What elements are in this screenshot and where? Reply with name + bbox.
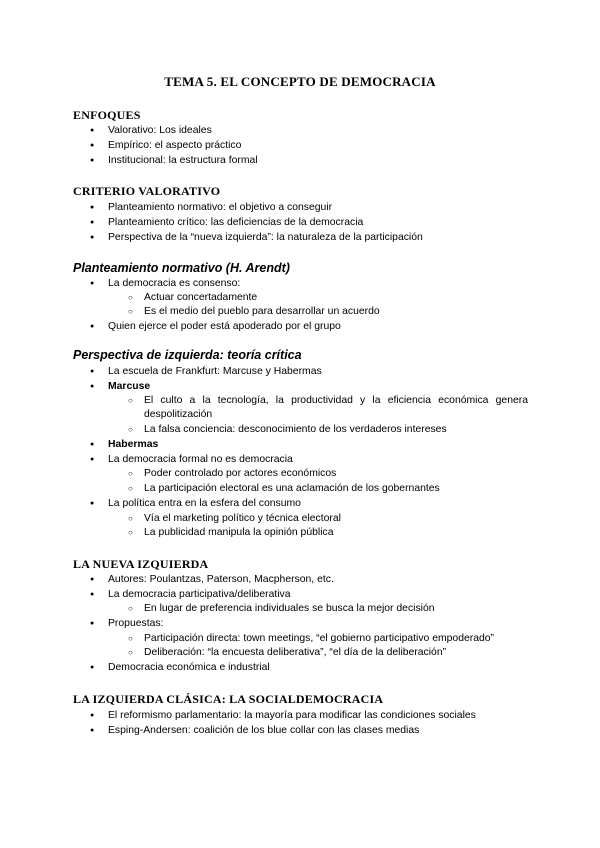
list-item: ● La democracia es consenso: — [108, 277, 240, 291]
heading-criterio-valorativo: CRITERIO VALORATIVO — [73, 184, 221, 198]
list-item: ● Planteamiento crítico: las deficiencias de la democracia — [108, 216, 363, 230]
page-title: TEMA 5. EL CONCEPTO DE DEMOCRACIA — [164, 74, 436, 89]
sub-list-item: ○ La participación electoral es una aclamación de los gobernantes — [144, 482, 440, 496]
sub-list-item: ○ Poder controlado por actores económicos — [144, 467, 336, 481]
list-item: ● Democracia económica e industrial — [108, 661, 270, 675]
list-item: ● El reformismo parlamentario: la mayoría para modificar las condiciones sociales — [108, 709, 476, 723]
sub-list-item: ○ Es el medio del pueblo para desarrollar un acuerdo — [144, 305, 380, 319]
list-item: ● Empírico: el aspecto práctico — [108, 139, 241, 153]
list-item: ● La democracia formal no es democracia — [108, 453, 293, 467]
list-item: ● La democracia participativa/deliberativa — [108, 588, 291, 602]
heading-nueva-izquierda: LA NUEVA IZQUIERDA — [73, 557, 209, 571]
list-item: ● Perspectiva de la “nueva izquierda”: la naturaleza de la participación — [108, 231, 423, 245]
sub-list-item: ○ Vía el marketing político y técnica electoral — [144, 512, 341, 526]
sub-list-item-continuation: despolitización — [144, 409, 213, 420]
list-item: ● Valorativo: Los ideales — [108, 124, 212, 138]
list-item-habermas: ● Habermas — [108, 438, 158, 452]
sub-list-item: ○ Actuar concertadamente — [144, 291, 257, 305]
list-item: ● Quien ejerce el poder está apoderado por el grupo — [108, 320, 341, 334]
list-item: ● Planteamiento normativo: el objetivo a conseguir — [108, 201, 332, 215]
sub-list-item: ○ La publicidad manipula la opinión pública — [144, 526, 333, 540]
heading-planteamiento-normativo: Planteamiento normativo (H. Arendt) — [73, 261, 290, 275]
sub-list-item: ○ El culto a la tecnología, la productividad y la eficiencia económica genera — [144, 394, 528, 408]
list-item: ● La política entra en la esfera del consumo — [108, 497, 301, 511]
sub-list-item: ○ En lugar de preferencia individuales se busca la mejor decisión — [144, 602, 435, 616]
list-item: ● Propuestas: — [108, 617, 163, 631]
list-item-marcuse: ● Marcuse — [108, 380, 150, 394]
list-item: ● Esping-Andersen: coalición de los blue collar con las clases medias — [108, 724, 419, 738]
heading-enfoques: ENFOQUES — [73, 108, 141, 122]
sub-list-item: ○ Participación directa: town meetings, “el gobierno participativo empoderado” — [144, 632, 494, 646]
list-item: ● Autores: Poulantzas, Paterson, Macpherson, etc. — [108, 573, 334, 587]
sub-list-item: ○ La falsa conciencia: desconocimiento de los verdaderos intereses — [144, 423, 447, 437]
heading-teoria-critica: Perspectiva de izquierda: teoría crítica — [73, 348, 302, 362]
list-item: ● Institucional: la estructura formal — [108, 154, 258, 168]
list-item: ● La escuela de Frankfurt: Marcuse y Habermas — [108, 365, 322, 379]
sub-list-item: ○ Deliberación: “la encuesta deliberativa”, “el día de la deliberación” — [144, 646, 446, 660]
heading-izquierda-clasica: LA IZQUIERDA CLÁSICA: LA SOCIALDEMOCRACIA — [73, 692, 384, 706]
